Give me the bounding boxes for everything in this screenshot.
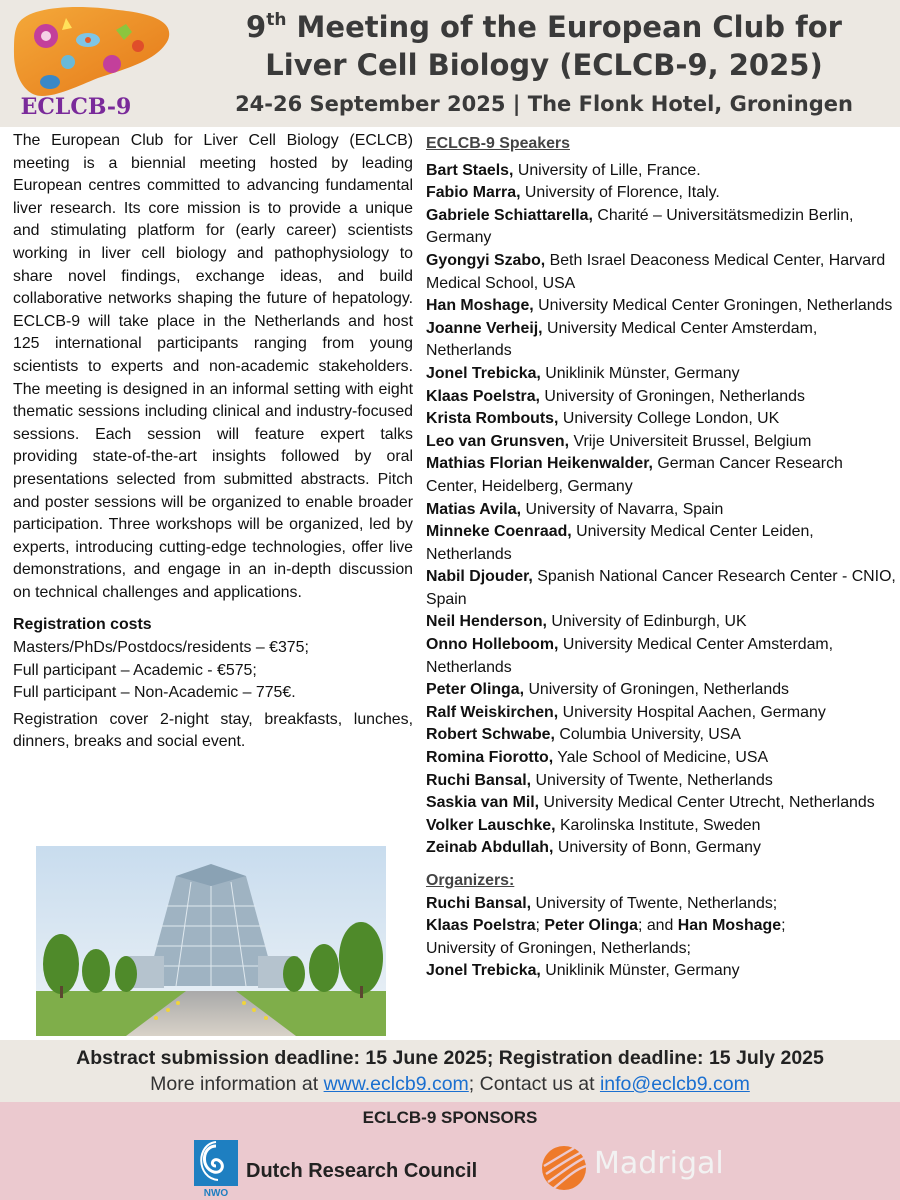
event-date-location: 24-26 September 2025 | The Flonk Hotel, Groningen	[235, 92, 853, 116]
speaker-affiliation: German Cancer Research Center, Heidelberg, Germany	[426, 455, 843, 495]
registration-note: Registration cover 2-night stay, breakfasts, lunches, dinners, breaks and social event.	[13, 710, 413, 751]
speaker-affiliation: Karolinska Institute, Sweden	[555, 816, 761, 834]
title-line-1: Meeting of the European Club for	[286, 10, 842, 44]
speaker-entry	[426, 499, 896, 522]
speaker-entry	[426, 521, 896, 566]
header-banner	[0, 0, 900, 127]
speaker-affiliation: University of Navarra, Spain	[521, 500, 724, 518]
speaker-name: Ralf Weiskirchen,	[426, 703, 559, 721]
organizer-separator: ;	[535, 917, 545, 935]
speaker-name: Mathias Florian Heikenwalder,	[426, 455, 653, 473]
organizer-name: Jonel Trebicka,	[426, 962, 541, 980]
speaker-name: Gabriele Schiattarella,	[426, 206, 593, 224]
speaker-entry	[426, 182, 896, 205]
speaker-name: Gyongyi Szabo,	[426, 251, 546, 269]
speaker-entry	[426, 634, 896, 679]
speaker-entry	[426, 566, 896, 611]
deadline-text: Abstract submission deadline: 15 June 2025; Registration deadline: 15 July 2025	[76, 1047, 824, 1069]
speaker-entry	[426, 453, 896, 498]
madrigal-logo-icon	[540, 1144, 588, 1192]
nwo-abbreviation: NWO	[203, 1188, 229, 1198]
speaker-name: Han Moshage,	[426, 297, 534, 315]
speaker-entry	[426, 250, 896, 295]
speaker-entry	[426, 792, 896, 815]
speaker-entry	[426, 386, 896, 409]
speaker-name: Minneke Coenraad,	[426, 523, 572, 541]
speaker-entry	[426, 724, 896, 747]
speakers-heading: ECLCB-9 Speakers	[426, 135, 570, 152]
sponsor-band	[0, 1102, 900, 1200]
speaker-entry	[426, 837, 896, 860]
speaker-entry	[426, 408, 896, 431]
organizer-name: Ruchi Bansal,	[426, 894, 532, 912]
speaker-entry	[426, 679, 896, 702]
organizer-line	[426, 915, 896, 938]
contact-prefix: ; Contact us at	[468, 1073, 600, 1095]
speaker-affiliation: University of Edinburgh, UK	[546, 613, 747, 631]
speaker-name: Leo van Grunsven,	[426, 432, 570, 450]
speaker-entry	[426, 160, 896, 183]
speaker-affiliation: University Medical Center Utrecht, Netherlands	[539, 794, 875, 812]
organizer-affiliation: Uniklinik Münster, Germany	[540, 962, 740, 980]
registration-heading: Registration costs	[13, 616, 152, 634]
speaker-name: Robert Schwabe,	[426, 726, 555, 744]
organizer-line	[426, 960, 896, 983]
left-column	[13, 130, 413, 770]
speaker-name: Saskia van Mil,	[426, 794, 540, 812]
speaker-name: Ruchi Bansal,	[426, 771, 532, 789]
intro-paragraph: The European Club for Liver Cell Biology (ECLCB) meeting is a biennial meeting hosted by leading European centres committed to advancing fundamental liver research. Its core mission is to provide a unique and stimulating platform for (early career) scientists working in liver cell biology and pathophysiology to share novel findings, exchange ideas, and build collaborative networks shaping the future of hepatology. ECLCB-9 will take place in the Netherlands and host 125 international participants ranging from young scientists to experts and non-academic stakeholders. The meeting is designed in an informal setting with eight thematic sessions including clinical and industry-focused sessions. Each session will feature expert talks providing state-of-the-art insights followed by oral presentations selected from submitted abstracts. Pitch and poster sessions will be organized to enable broader participation. Three workshops will be organized, led by experts, introducing cutting-edge technologies, offer live demonstrations, and engage in an in-depth discussion on technical challenges and applications.	[13, 132, 413, 601]
speaker-affiliation: Charité – Universitätsmedizin Berlin, Germany	[426, 206, 854, 247]
right-column	[426, 133, 896, 983]
speaker-entry	[426, 747, 896, 770]
title-ordinal: 9	[246, 10, 267, 44]
speaker-name: Fabio Marra,	[426, 184, 521, 202]
speaker-affiliation: University Hospital Aachen, Germany	[558, 703, 826, 721]
organizer-line	[426, 893, 896, 916]
speaker-name: Peter Olinga,	[426, 681, 525, 699]
deadline-band	[0, 1040, 900, 1102]
speaker-entry	[426, 205, 896, 250]
logo-text: ECLCB-9	[20, 94, 132, 120]
speaker-affiliation: University Medical Center Amsterdam, Netherlands	[426, 319, 818, 360]
madrigal-name: Madrigal	[594, 1146, 724, 1181]
speaker-entry	[426, 318, 896, 363]
speaker-name: Zeinab Abdullah,	[426, 839, 554, 857]
speaker-entry	[426, 295, 896, 318]
website-link[interactable]: www.eclcb9.com	[323, 1073, 469, 1095]
organizers-heading: Organizers:	[426, 872, 515, 889]
organizer-separator: ; and	[637, 917, 678, 935]
email-link[interactable]: info@eclcb9.com	[599, 1073, 750, 1095]
speaker-entry	[426, 815, 896, 838]
organizer-name: Han Moshage	[677, 917, 782, 935]
speaker-affiliation: University College London, UK	[558, 410, 780, 428]
organizer-name: Klaas Poelstra	[426, 917, 536, 935]
registration-line: Full participant – Academic - €575;	[13, 661, 257, 679]
speaker-name: Nabil Djouder,	[426, 568, 533, 586]
speaker-affiliation: University of Florence, Italy.	[520, 184, 720, 202]
page-title	[188, 8, 900, 84]
organizer-affiliation: University of Twente, Netherlands;	[531, 894, 778, 912]
speaker-name: Neil Henderson,	[426, 613, 547, 631]
speaker-entry	[426, 363, 896, 386]
speaker-name: Volker Lauschke,	[426, 816, 556, 834]
nwo-sponsor	[192, 1138, 492, 1198]
speaker-entry	[426, 611, 896, 634]
speaker-entry	[426, 702, 896, 725]
speaker-affiliation: University of Twente, Netherlands	[531, 771, 773, 789]
speaker-affiliation: University of Bonn, Germany	[553, 839, 761, 857]
speaker-name: Jonel Trebicka,	[426, 364, 541, 382]
speaker-name: Klaas Poelstra,	[426, 387, 540, 405]
venue-photo	[36, 846, 386, 1036]
speaker-affiliation: University Medical Center Amsterdam, Netherlands	[426, 636, 834, 676]
speaker-affiliation: Beth Israel Deaconess Medical Center, Harvard Medical School, USA	[426, 251, 886, 292]
speaker-entry	[426, 431, 896, 454]
speaker-affiliation: University of Groningen, Netherlands	[524, 681, 790, 699]
speaker-affiliation: Uniklinik Münster, Germany	[540, 364, 740, 382]
title-ordinal-suffix: th	[266, 10, 287, 30]
speaker-name: Onno Holleboom,	[426, 636, 559, 654]
speaker-entry	[426, 770, 896, 793]
more-info-prefix: More information at	[150, 1073, 324, 1095]
sponsors-heading: ECLCB-9 SPONSORS	[362, 1108, 538, 1127]
speaker-affiliation: Yale School of Medicine, USA	[553, 749, 769, 767]
speaker-affiliation: Columbia University, USA	[554, 726, 741, 744]
speaker-affiliation: University Medical Center Leiden, Netherlands	[426, 523, 814, 563]
nwo-logo-icon	[192, 1138, 242, 1198]
speaker-name: Joanne Verheij,	[426, 319, 543, 337]
speaker-name: Matias Avila,	[426, 500, 522, 518]
speaker-affiliation: University of Lille, France.	[513, 161, 701, 179]
madrigal-sponsor	[540, 1140, 730, 1196]
title-line-2: Liver Cell Biology (ECLCB-9, 2025)	[265, 48, 823, 82]
speaker-list	[426, 160, 896, 860]
organizer-separator: ;	[781, 917, 786, 935]
organizer-line: University of Groningen, Netherlands;	[426, 939, 691, 957]
speaker-affiliation: Vrije Universiteit Brussel, Belgium	[569, 432, 812, 450]
speaker-affiliation: University Medical Center Groningen, Netherlands	[533, 297, 893, 315]
speaker-name: Krista Rombouts,	[426, 410, 559, 428]
eclcb-logo	[8, 4, 178, 122]
contact-line	[0, 1071, 900, 1097]
speaker-affiliation: Spanish National Cancer Research Center - CNIO, Spain	[426, 568, 896, 608]
speaker-name: Bart Staels,	[426, 161, 514, 179]
nwo-name: Dutch Research Council	[246, 1160, 478, 1182]
organizer-name: Peter Olinga	[544, 917, 638, 935]
registration-line: Full participant – Non-Academic – 775€.	[13, 684, 296, 702]
speaker-affiliation: University of Groningen, Netherlands	[539, 387, 805, 405]
registration-line: Masters/PhDs/Postdocs/residents – €375;	[13, 639, 309, 657]
speaker-name: Romina Fiorotto,	[426, 749, 554, 767]
